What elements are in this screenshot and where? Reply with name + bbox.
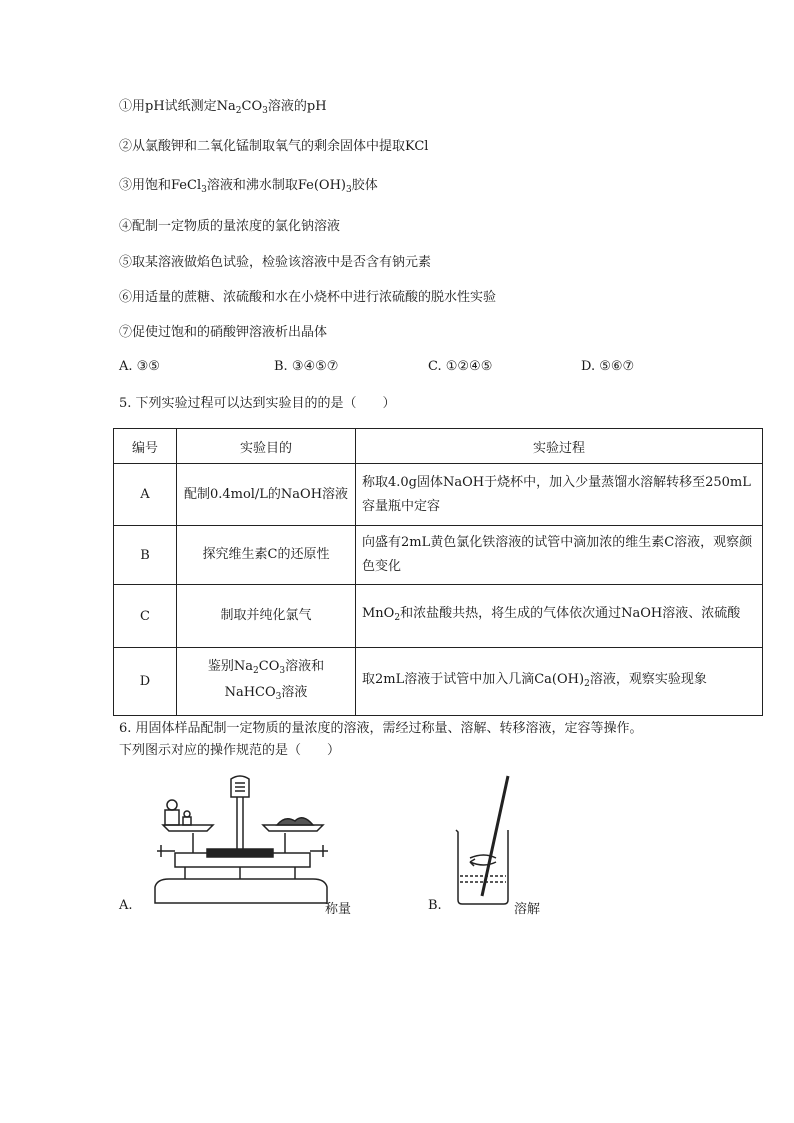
statement-5: ⑤取某溶液做焰色试验，检验该溶液中是否含有钠元素: [119, 255, 432, 270]
row-goal: 鉴别$Na_2CO_3$溶液和NaHCO$_3$溶液: [177, 648, 356, 716]
statement-2: ②从氯酸钾和二氧化锰制取氧气的剩余固体中提取KCl: [119, 139, 429, 154]
table-row: [114, 464, 763, 526]
row-id: C: [114, 585, 177, 648]
question-6-line-2: 下列图示对应的操作规范的是（ ）: [119, 743, 341, 758]
option-a: A. ③⑤: [119, 359, 160, 374]
row-goal: 配制0.4mol/L的NaOH溶液: [177, 464, 356, 526]
figure-a-caption: 称量: [325, 902, 352, 917]
beaker-figure: [448, 772, 518, 912]
statement-3: ③用饱和FeCl$_3$溶液和沸水制取$Fe(OH)_3$胶体: [119, 178, 378, 195]
statement-1: ①用pH试纸测定$Na_2CO_3$溶液的pH: [119, 99, 327, 116]
figure-a-letter: A.: [119, 898, 133, 913]
row-goal: 探究维生素C的还原性: [177, 526, 356, 585]
question-6-line-1: 6. 用固体样品配制一定物质的量浓度的溶液，需经过称量、溶解、转移溶液，定容等操作。: [119, 721, 643, 736]
question-5-stem: 5. 下列实验过程可以达到实验目的的是（ ）: [119, 396, 396, 411]
row-id: D: [114, 648, 177, 716]
header-process: 实验过程: [356, 429, 763, 464]
row-process: MnO$_2$和浓盐酸共热，将生成的气体依次通过NaOH溶液、浓硫酸: [356, 585, 763, 648]
option-b: B. ③④⑤⑦: [274, 359, 339, 374]
option-d: D. ⑤⑥⑦: [581, 359, 635, 374]
row-id: B: [114, 526, 177, 585]
row-id: A: [114, 464, 177, 526]
header-goal: 实验目的: [177, 429, 356, 464]
header-id: 编号: [114, 429, 177, 464]
table-header-row: [114, 429, 763, 464]
row-process: 称取4.0g固体NaOH于烧杯中，加入少量蒸馏水溶解转移至250mL容量瓶中定容: [356, 464, 763, 526]
row-goal: 制取并纯化氯气: [177, 585, 356, 648]
option-c: C. ①②④⑤: [428, 359, 493, 374]
row-process: 向盛有2mL黄色氯化铁溶液的试管中滴加浓的维生素C溶液，观察颜色变化: [356, 526, 763, 585]
table-row: [114, 585, 763, 648]
balance-figure: [145, 775, 335, 910]
figure-b-letter: B.: [428, 898, 442, 913]
statement-4: ④配制一定物质的量浓度的氯化钠溶液: [119, 219, 341, 234]
statement-7: ⑦促使过饱和的硝酸钾溶液析出晶体: [119, 325, 328, 340]
figure-b-caption: 溶解: [514, 902, 541, 917]
row-process: 取2mL溶液于试管中加入几滴$Ca(OH)_2$溶液，观察实验现象: [356, 648, 763, 716]
table-row: [114, 526, 763, 585]
statement-6: ⑥用适量的蔗糖、浓硫酸和水在小烧杯中进行浓硫酸的脱水性实验: [119, 290, 497, 305]
experiment-table: [113, 428, 763, 716]
table-row: [114, 648, 763, 716]
